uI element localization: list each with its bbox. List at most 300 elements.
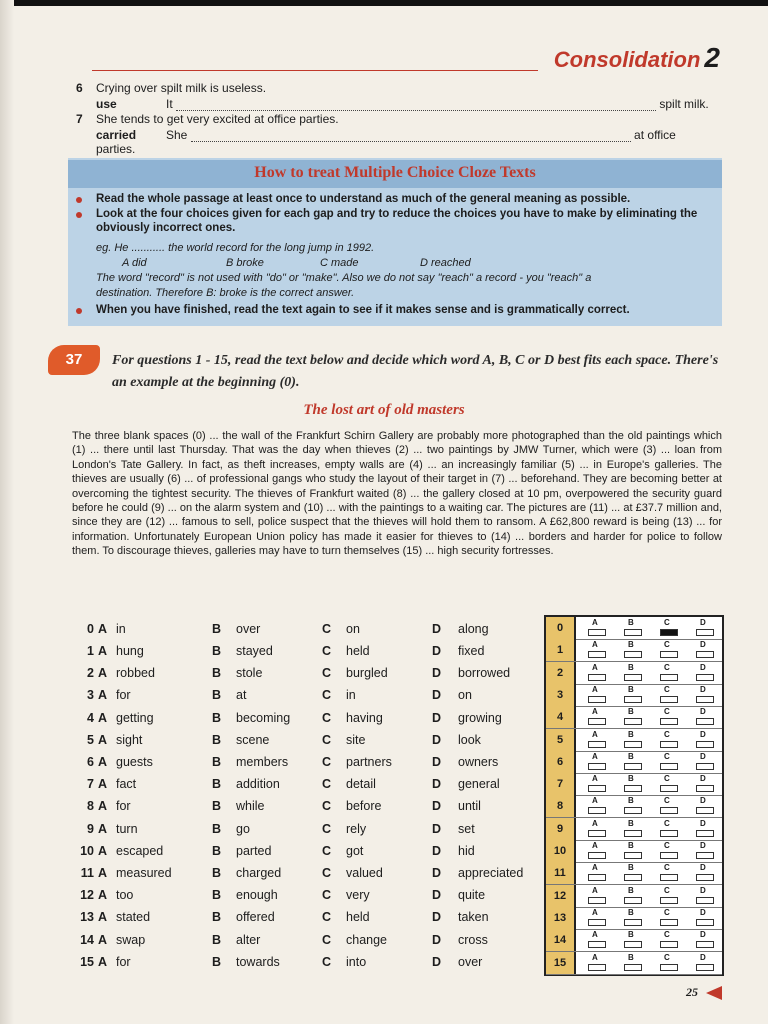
option-c: detail xyxy=(346,777,376,791)
answer-box-c[interactable] xyxy=(660,696,678,703)
answer-box-c[interactable] xyxy=(660,874,678,881)
option-letter: D xyxy=(432,711,442,725)
answer-box-d[interactable] xyxy=(696,874,714,881)
answer-box-c[interactable] xyxy=(660,964,678,971)
option-letter: A xyxy=(98,644,108,658)
option-a: swap xyxy=(116,933,146,947)
option-letter: D xyxy=(432,755,442,769)
answer-letter: D xyxy=(700,640,706,650)
option-d: cross xyxy=(458,933,488,947)
option-letter: C xyxy=(322,666,332,680)
answer-row xyxy=(546,929,722,952)
answer-box-a[interactable] xyxy=(588,941,606,948)
answer-box-d[interactable] xyxy=(696,830,714,837)
answer-letter: D xyxy=(700,952,706,962)
answer-box-a[interactable] xyxy=(588,718,606,725)
answer-row-number: 2 xyxy=(546,662,576,684)
option-a: escaped xyxy=(116,844,164,858)
option-d: appreciated xyxy=(458,866,524,880)
bullet-icon xyxy=(76,197,82,203)
option-d: quite xyxy=(458,888,486,902)
option-b: alter xyxy=(236,933,261,947)
answer-box-c[interactable] xyxy=(660,852,678,859)
answer-box-d[interactable] xyxy=(696,741,714,748)
answer-box-d[interactable] xyxy=(696,718,714,725)
answer-box-b[interactable] xyxy=(624,964,642,971)
page-arrow-icon xyxy=(706,986,722,1000)
option-row xyxy=(76,711,536,731)
answer-box-c[interactable] xyxy=(660,674,678,681)
option-letter: C xyxy=(322,888,332,902)
answer-box-b[interactable] xyxy=(624,941,642,948)
answer-box-c[interactable] xyxy=(660,718,678,725)
answer-letter: A xyxy=(592,707,598,717)
question-number: 11 xyxy=(80,866,94,880)
option-letter: B xyxy=(212,866,222,880)
answer-box-c[interactable] xyxy=(660,785,678,792)
answer-box-b[interactable] xyxy=(624,651,642,658)
option-letter: A xyxy=(98,799,108,813)
item-keyword: use xyxy=(96,97,117,111)
answer-letter: A xyxy=(592,618,598,627)
option-c: partners xyxy=(346,755,392,769)
answer-letter: B xyxy=(628,863,634,873)
page-top-edge xyxy=(0,0,768,6)
answer-row-number: 13 xyxy=(546,907,576,929)
answer-box-a[interactable] xyxy=(588,807,606,814)
answer-row xyxy=(546,952,722,975)
answer-row xyxy=(546,885,722,908)
option-letter: C xyxy=(322,733,332,747)
question-number: 13 xyxy=(80,910,94,924)
option-a: turn xyxy=(116,822,138,836)
answer-box-c[interactable] xyxy=(660,763,678,770)
transform-item-7 xyxy=(76,112,339,126)
answer-row-number: 7 xyxy=(546,773,576,795)
answer-box-a[interactable] xyxy=(588,763,606,770)
answer-box-d[interactable] xyxy=(696,785,714,792)
option-d: set xyxy=(458,822,475,836)
transform-item-6 xyxy=(76,81,266,95)
option-letter: A xyxy=(98,666,108,680)
answer-box-d[interactable] xyxy=(696,897,714,904)
answer-row-number: 9 xyxy=(546,818,576,840)
answer-box-a[interactable] xyxy=(588,741,606,748)
answer-row xyxy=(546,773,722,796)
answer-letter: A xyxy=(592,885,598,895)
option-row xyxy=(76,933,536,953)
option-row xyxy=(76,666,536,686)
answer-letter: C xyxy=(664,684,670,694)
option-letter: C xyxy=(322,644,332,658)
question-number: 5 xyxy=(87,733,94,747)
question-number: 0 xyxy=(87,622,94,636)
answer-letter: B xyxy=(628,751,634,761)
answer-row-number: 10 xyxy=(546,840,576,862)
option-letter: B xyxy=(212,733,222,747)
answer-letter: D xyxy=(700,684,706,694)
answer-row-number: 1 xyxy=(546,639,576,661)
option-letter: B xyxy=(212,666,222,680)
question-number: 15 xyxy=(80,955,94,969)
question-number: 9 xyxy=(87,822,94,836)
answer-letter: C xyxy=(664,863,670,873)
section-label: Consolidation xyxy=(553,47,701,72)
answer-box-c[interactable] xyxy=(660,897,678,904)
answer-letter: B xyxy=(628,930,634,940)
option-d: along xyxy=(458,622,489,636)
answer-box-d[interactable] xyxy=(696,941,714,948)
option-b: while xyxy=(236,799,265,813)
answer-box-a[interactable] xyxy=(588,651,606,658)
answer-box-b[interactable] xyxy=(624,763,642,770)
exercise-number-badge xyxy=(48,345,100,375)
answer-letter: B xyxy=(628,640,634,650)
option-letter: B xyxy=(212,844,222,858)
answer-letter: B xyxy=(628,818,634,828)
option-d: until xyxy=(458,799,481,813)
answer-letter: C xyxy=(664,930,670,940)
answer-letter: D xyxy=(700,774,706,784)
answer-letter: D xyxy=(700,863,706,873)
answer-letter: A xyxy=(592,818,598,828)
answer-box-d[interactable] xyxy=(696,674,714,681)
option-b: towards xyxy=(236,955,280,969)
answer-box-c[interactable] xyxy=(660,629,678,636)
item-keyword: carried xyxy=(96,128,137,142)
item-number: 7 xyxy=(76,112,83,126)
option-c: held xyxy=(346,910,370,924)
answer-box-b[interactable] xyxy=(624,852,642,859)
answer-sheet xyxy=(544,615,724,976)
tip-example-c: C made xyxy=(320,257,359,269)
option-d: look xyxy=(458,733,481,747)
option-letter: A xyxy=(98,711,108,725)
option-a: for xyxy=(116,688,131,702)
option-letter: C xyxy=(322,799,332,813)
answer-letter: D xyxy=(700,707,706,717)
answer-letter: C xyxy=(664,640,670,650)
answer-letter: C xyxy=(664,796,670,806)
answer-row-number: 15 xyxy=(546,952,576,974)
answer-box-b[interactable] xyxy=(624,919,642,926)
option-c: rely xyxy=(346,822,367,836)
answer-letter: A xyxy=(592,841,598,850)
option-c: in xyxy=(346,688,356,702)
answer-letter: A xyxy=(592,751,598,761)
question-number: 7 xyxy=(87,777,94,791)
answer-box-d[interactable] xyxy=(696,696,714,703)
answer-row xyxy=(546,818,722,841)
option-a: for xyxy=(116,955,131,969)
exercise-number: 37 xyxy=(65,351,83,368)
tips-title-bar xyxy=(68,160,722,188)
tip-example: eg. He ........... the world record for the long jump in 1992. xyxy=(96,242,375,254)
item-end: at office parties. xyxy=(96,128,676,156)
option-row xyxy=(76,955,536,975)
option-a: hung xyxy=(116,644,144,658)
answer-box-b[interactable] xyxy=(624,807,642,814)
answer-box-a[interactable] xyxy=(588,897,606,904)
answer-box-b[interactable] xyxy=(624,897,642,904)
answer-letter: C xyxy=(664,818,670,828)
option-letter: A xyxy=(98,844,108,858)
option-letter: A xyxy=(98,888,108,902)
answer-letter: B xyxy=(628,907,634,917)
option-letter: B xyxy=(212,622,222,636)
option-letter: D xyxy=(432,644,442,658)
option-b: at xyxy=(236,688,247,702)
answer-box-c[interactable] xyxy=(660,919,678,926)
option-letter: A xyxy=(98,955,108,969)
option-row xyxy=(76,688,536,708)
tip-3: When you have finished, read the text again to see if it makes sense and is grammatically correct. xyxy=(96,304,630,316)
option-c: valued xyxy=(346,866,383,880)
answer-letter: C xyxy=(664,841,670,850)
option-row xyxy=(76,644,536,664)
option-d: general xyxy=(458,777,500,791)
answer-blank[interactable] xyxy=(191,141,631,142)
option-c: into xyxy=(346,955,367,969)
answer-box-d[interactable] xyxy=(696,629,714,636)
answer-row-number: 3 xyxy=(546,684,576,706)
answer-row xyxy=(546,840,722,863)
answer-row-number: 8 xyxy=(546,795,576,817)
answer-box-b[interactable] xyxy=(624,696,642,703)
answer-box-d[interactable] xyxy=(696,807,714,814)
answer-box-b[interactable] xyxy=(624,629,642,636)
option-a: too xyxy=(116,888,134,902)
answer-box-a[interactable] xyxy=(588,874,606,881)
answer-letter: D xyxy=(700,818,706,828)
answer-row xyxy=(546,751,722,774)
answer-box-c[interactable] xyxy=(660,651,678,658)
answer-letter: D xyxy=(700,618,706,627)
option-row xyxy=(76,822,536,842)
tip-2: Look at the four choices given for each gap and try to reduce the choices you have to make by eliminating the obviously incorrect ones. xyxy=(96,208,698,234)
answer-box-c[interactable] xyxy=(660,830,678,837)
answer-letter: A xyxy=(592,930,598,940)
answer-box-b[interactable] xyxy=(624,785,642,792)
option-letter: C xyxy=(322,822,332,836)
page-binding-shadow xyxy=(0,0,14,1024)
answer-box-d[interactable] xyxy=(696,964,714,971)
option-d: owners xyxy=(458,755,499,769)
answer-letter: C xyxy=(664,952,670,962)
option-c: before xyxy=(346,799,382,813)
answer-box-d[interactable] xyxy=(696,763,714,770)
header-rule xyxy=(92,70,538,71)
option-letter: A xyxy=(98,688,108,702)
option-b: stole xyxy=(236,666,263,680)
option-c: on xyxy=(346,622,360,636)
answer-letter: D xyxy=(700,729,706,739)
answer-row-number: 12 xyxy=(546,885,576,907)
answer-box-d[interactable] xyxy=(696,651,714,658)
tips-title: How to treat Multiple Choice Cloze Texts xyxy=(254,164,536,181)
option-letter: C xyxy=(322,711,332,725)
question-number: 4 xyxy=(87,711,94,725)
option-b: members xyxy=(236,755,289,769)
option-c: having xyxy=(346,711,383,725)
option-b: enough xyxy=(236,888,278,902)
question-number: 14 xyxy=(80,933,94,947)
tip-example-a: A did xyxy=(122,257,147,269)
option-a: fact xyxy=(116,777,137,791)
option-b: parted xyxy=(236,844,272,858)
option-letter: C xyxy=(322,955,332,969)
option-c: burgled xyxy=(346,666,388,680)
page-number: 25 xyxy=(686,985,698,999)
answer-box-a[interactable] xyxy=(588,674,606,681)
option-row xyxy=(76,910,536,930)
option-c: change xyxy=(346,933,388,947)
answer-box-a[interactable] xyxy=(588,919,606,926)
answer-box-b[interactable] xyxy=(624,718,642,725)
option-letter: D xyxy=(432,799,442,813)
option-a: in xyxy=(116,622,126,636)
option-row xyxy=(76,755,536,775)
option-b: go xyxy=(236,822,250,836)
answer-letter: C xyxy=(664,707,670,717)
answer-letter: C xyxy=(664,729,670,739)
answer-letter: D xyxy=(700,751,706,761)
option-row xyxy=(76,844,536,864)
answer-letter: D xyxy=(700,662,706,672)
option-letter: D xyxy=(432,777,442,791)
answer-letter: A xyxy=(592,640,598,650)
answer-row xyxy=(546,907,722,930)
answer-letter: D xyxy=(700,841,706,850)
option-b: stayed xyxy=(236,644,273,658)
answer-row xyxy=(546,706,722,729)
answer-box-a[interactable] xyxy=(588,852,606,859)
answer-row-number: 5 xyxy=(546,729,576,751)
answer-box-c[interactable] xyxy=(660,807,678,814)
question-number: 3 xyxy=(87,688,94,702)
option-letter: C xyxy=(322,910,332,924)
answer-letter: A xyxy=(592,729,598,739)
answer-row-number: 0 xyxy=(546,617,576,639)
answer-blank[interactable] xyxy=(176,110,656,111)
option-letter: B xyxy=(212,644,222,658)
option-letter: B xyxy=(212,688,222,702)
bullet-icon xyxy=(76,308,82,314)
option-a: robbed xyxy=(116,666,155,680)
answer-row-number: 14 xyxy=(546,929,576,951)
answer-box-b[interactable] xyxy=(624,674,642,681)
answer-letter: C xyxy=(664,751,670,761)
option-c: held xyxy=(346,644,370,658)
question-number: 1 xyxy=(87,644,94,658)
answer-row xyxy=(546,617,722,640)
answer-box-c[interactable] xyxy=(660,741,678,748)
option-letter: D xyxy=(432,888,442,902)
option-letter: D xyxy=(432,933,442,947)
answer-box-b[interactable] xyxy=(624,874,642,881)
option-row xyxy=(76,888,536,908)
answer-letter: D xyxy=(700,885,706,895)
option-d: borrowed xyxy=(458,666,511,680)
answer-box-a[interactable] xyxy=(588,696,606,703)
answer-letter: B xyxy=(628,662,634,672)
answer-row-number: 6 xyxy=(546,751,576,773)
option-letter: B xyxy=(212,777,222,791)
answer-box-d[interactable] xyxy=(696,919,714,926)
option-row xyxy=(76,733,536,753)
option-letter: A xyxy=(98,933,108,947)
answer-box-a[interactable] xyxy=(588,964,606,971)
answer-row xyxy=(546,795,722,818)
option-letter: A xyxy=(98,733,108,747)
option-letter: B xyxy=(212,888,222,902)
answer-box-a[interactable] xyxy=(588,830,606,837)
option-a: sight xyxy=(116,733,143,747)
answer-row xyxy=(546,862,722,885)
option-d: hid xyxy=(458,844,475,858)
item-sentence: Crying over spilt milk is useless. xyxy=(96,81,267,95)
option-letter: C xyxy=(322,844,332,858)
option-a: guests xyxy=(116,755,153,769)
tip-explanation-1: The word "record" is not used with "do" or "make". Also we do not say "reach" a record - you "reach" a xyxy=(96,272,592,284)
answer-box-a[interactable] xyxy=(588,629,606,636)
option-letter: C xyxy=(322,933,332,947)
section-title xyxy=(554,42,720,74)
answer-letter: D xyxy=(700,907,706,917)
option-c: very xyxy=(346,888,370,902)
answer-box-b[interactable] xyxy=(624,741,642,748)
option-letter: B xyxy=(212,910,222,924)
option-letter: A xyxy=(98,622,108,636)
option-letter: D xyxy=(432,733,442,747)
answer-letter: B xyxy=(628,684,634,694)
option-letter: D xyxy=(432,666,442,680)
item-number: 6 xyxy=(76,81,83,95)
option-a: measured xyxy=(116,866,172,880)
answer-letter: C xyxy=(664,774,670,784)
answer-box-a[interactable] xyxy=(588,785,606,792)
answer-row xyxy=(546,729,722,752)
option-letter: D xyxy=(432,688,442,702)
answer-box-c[interactable] xyxy=(660,941,678,948)
answer-box-d[interactable] xyxy=(696,852,714,859)
passage-title: The lost art of old masters xyxy=(303,402,465,418)
answer-row-number: 11 xyxy=(546,862,576,884)
option-letter: D xyxy=(432,822,442,836)
item-start: It xyxy=(166,97,173,111)
answer-row xyxy=(546,639,722,662)
question-number: 12 xyxy=(80,888,94,902)
option-b: addition xyxy=(236,777,280,791)
question-number: 8 xyxy=(87,799,94,813)
tip-explanation-2: destination. Therefore B: broke is the correct answer. xyxy=(96,287,355,299)
option-row xyxy=(76,622,536,642)
option-letter: D xyxy=(432,955,442,969)
option-letter: A xyxy=(98,910,108,924)
option-letter: C xyxy=(322,866,332,880)
answer-letter: C xyxy=(664,662,670,672)
bullet-icon xyxy=(76,212,82,218)
answer-letter: A xyxy=(592,907,598,917)
option-letter: C xyxy=(322,777,332,791)
answer-box-b[interactable] xyxy=(624,830,642,837)
option-letter: D xyxy=(432,910,442,924)
transform-answer-row-7 xyxy=(96,128,716,156)
item-end: spilt milk. xyxy=(659,97,709,111)
question-number: 10 xyxy=(80,844,94,858)
answer-letter: A xyxy=(592,662,598,672)
answer-letter: B xyxy=(628,841,634,850)
